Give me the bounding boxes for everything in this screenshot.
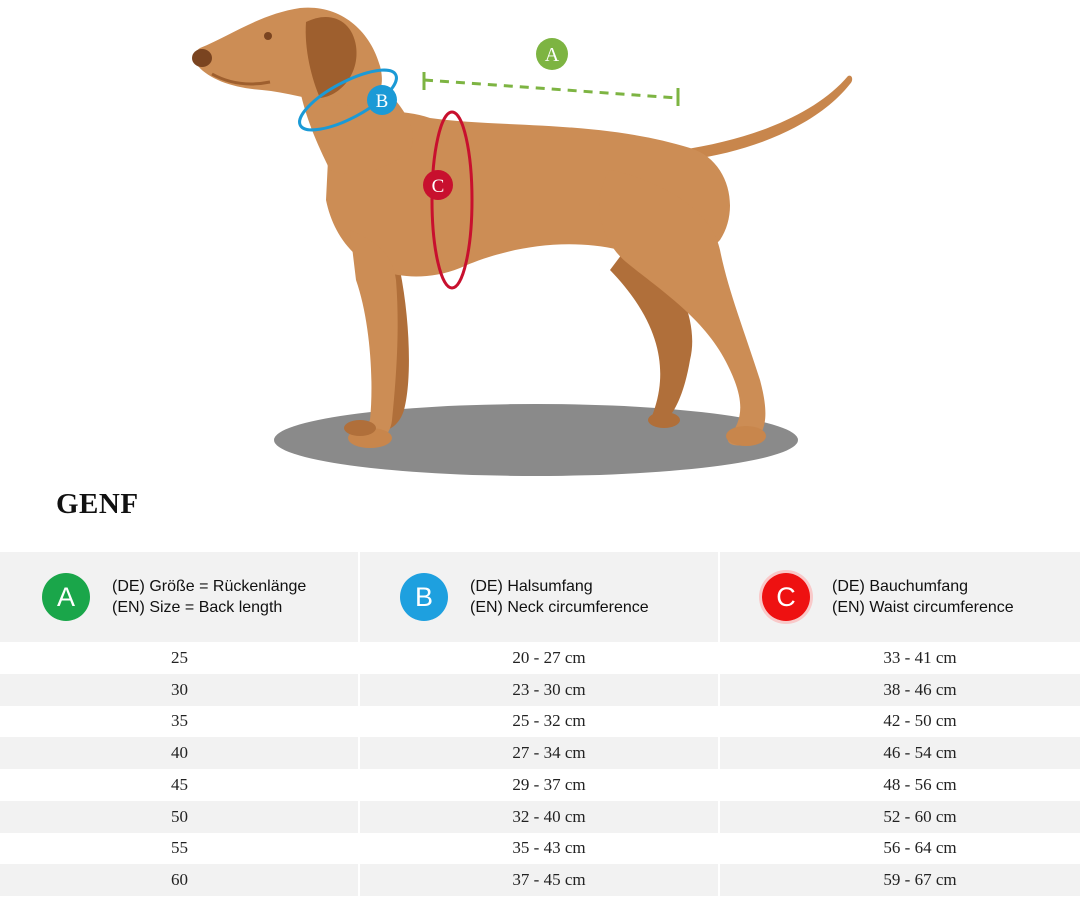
cell-size: 40: [0, 737, 360, 769]
cell-waist: 46 - 54 cm: [720, 737, 1080, 769]
header-label-de: (DE) Größe = Rückenlänge: [112, 578, 307, 595]
size-table: [0, 552, 1080, 896]
badge-a: A: [42, 573, 90, 621]
table-row: [0, 769, 1080, 801]
marker-b-label: B: [375, 91, 389, 112]
table-row: [0, 737, 1080, 769]
cell-neck: 29 - 37 cm: [360, 769, 720, 801]
table-row: [0, 833, 1080, 865]
marker-c-label: C: [431, 176, 445, 197]
header-back-length: [0, 552, 360, 642]
cell-size: 45: [0, 769, 360, 801]
cell-size: 55: [0, 833, 360, 865]
header-label-en: (EN) Waist circumference: [832, 599, 1014, 616]
badge-c: C: [762, 573, 810, 621]
badge-b: B: [400, 573, 448, 621]
cell-neck: 27 - 34 cm: [360, 737, 720, 769]
table-row: [0, 706, 1080, 738]
header-label: [832, 576, 1014, 618]
cell-neck: 20 - 27 cm: [360, 642, 720, 674]
cell-waist: 48 - 56 cm: [883, 774, 957, 794]
cell-neck: 35 - 43 cm: [360, 833, 720, 865]
cell-size: 30: [0, 674, 360, 706]
marker-a-label: A: [544, 44, 560, 66]
table-row: [0, 674, 1080, 706]
table-header: [0, 552, 1080, 642]
dog-paw-hind-far: [648, 412, 680, 428]
cell-waist: 33 - 41 cm: [883, 647, 957, 667]
table-row: [0, 864, 1080, 896]
header-label: [112, 576, 306, 618]
table-body: [0, 642, 1080, 896]
cell-neck: 23 - 30 cm: [360, 674, 720, 706]
cell-waist: 56 - 64 cm: [883, 838, 957, 858]
header-label-de: (DE) Bauchumfang: [832, 578, 969, 595]
cell-waist: 38 - 46 cm: [720, 674, 1080, 706]
cell-size: 35: [0, 706, 360, 738]
dog-paw-front-far: [344, 420, 376, 436]
dog-tail: [680, 76, 852, 160]
table-row: [0, 801, 1080, 833]
dog-nose: [192, 49, 212, 67]
header-label-en: (EN) Neck circumference: [470, 599, 649, 616]
cell-neck: 25 - 32 cm: [360, 706, 720, 738]
cell-size: 25: [0, 642, 360, 674]
back-length-line: [424, 80, 678, 98]
cell-waist: 42 - 50 cm: [883, 711, 957, 731]
dog-eye: [264, 32, 272, 40]
cell-neck: 32 - 40 cm: [360, 801, 720, 833]
product-name: GENF: [56, 488, 139, 520]
dog-paw-hind: [726, 426, 766, 446]
header-neck-circumference: [360, 552, 720, 642]
cell-waist: 52 - 60 cm: [720, 801, 1080, 833]
table-row: [0, 642, 1080, 674]
header-waist-circumference: [720, 552, 1080, 642]
cell-size: 50: [0, 801, 360, 833]
header-label-en: (EN) Size = Back length: [112, 599, 283, 616]
cell-size: 60: [0, 864, 360, 896]
header-label: [470, 576, 649, 618]
header-label-de: (DE) Halsumfang: [470, 578, 593, 595]
cell-waist: 59 - 67 cm: [720, 864, 1080, 896]
cell-neck: 37 - 45 cm: [360, 864, 720, 896]
